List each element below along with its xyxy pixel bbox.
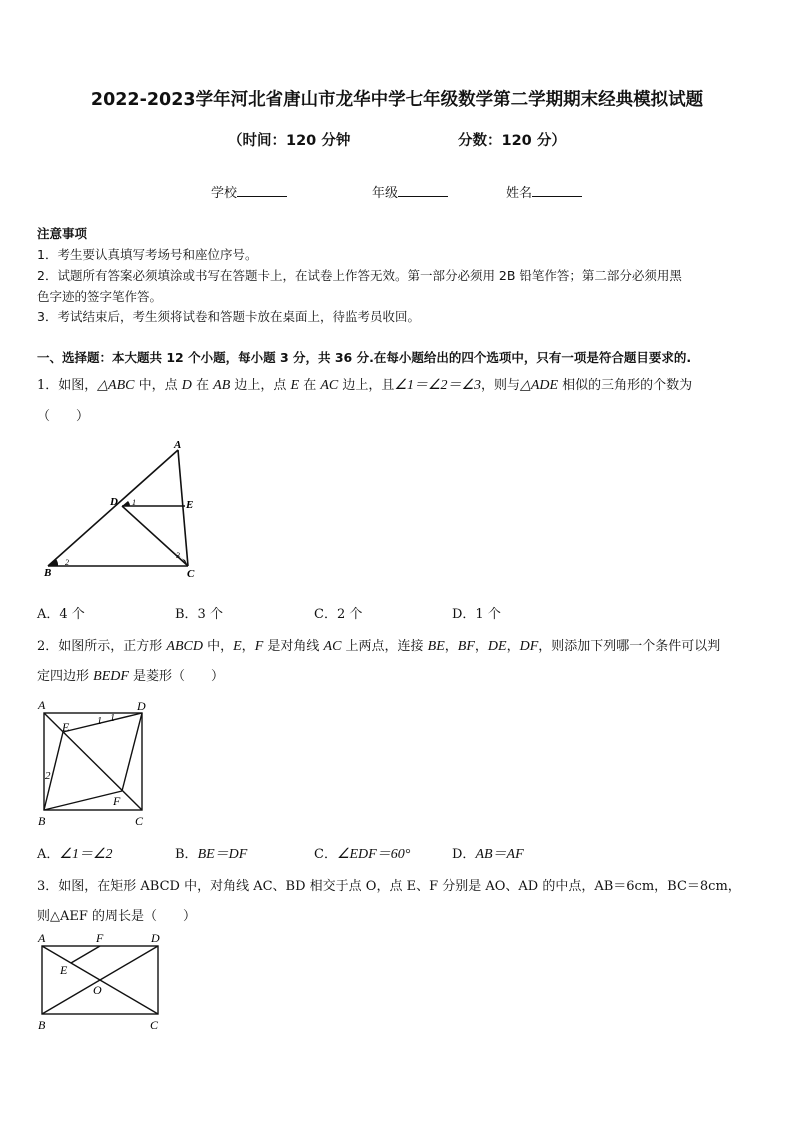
question-1-option-b[interactable]: B．3 个: [175, 607, 223, 622]
label-a: A: [38, 931, 46, 945]
label-angle-1: 1: [132, 498, 136, 507]
question-2-figure: [30, 696, 160, 830]
diagonal-ac: [44, 713, 142, 810]
grade-blank: [398, 184, 448, 197]
exam-time: （时间：120 分钟: [228, 133, 351, 149]
school-label: 学校: [211, 186, 238, 201]
segment-ed: [63, 713, 142, 732]
label-e: E: [186, 499, 194, 511]
label-angle-1a: 1: [97, 716, 102, 727]
label-o: O: [93, 983, 102, 997]
question-3-figure: [30, 928, 170, 1034]
question-2-option-a[interactable]: A．∠1＝∠2: [37, 847, 113, 862]
label-b: B: [44, 567, 52, 579]
side-ab: [48, 450, 178, 566]
label-c: C: [150, 1018, 159, 1032]
label-f: F: [96, 931, 104, 945]
name-blank: [532, 184, 582, 197]
question-2-stem-cont: 定四边形 BEDF 是菱形（ ）: [37, 669, 225, 684]
question-2-option-d[interactable]: D．AB＝AF: [452, 847, 524, 862]
exam-score: 分数：120 分）: [458, 133, 566, 149]
question-2-option-b[interactable]: B．BE＝DF: [175, 847, 248, 862]
label-angle-1b: 1: [110, 713, 115, 724]
label-d: D: [137, 699, 146, 713]
question-1-option-a[interactable]: A．4 个: [37, 607, 85, 622]
exam-title: 2022-2023学年河北省唐山市龙华中学七年级数学第二学期期末经典模拟试题: [90, 90, 704, 110]
notice-item-3: 3．考试结束后，考生须将试卷和答题卡放在桌面上，待监考员收回。: [37, 309, 420, 324]
label-angle-2: 2: [65, 558, 69, 567]
grade-field: [372, 182, 448, 201]
question-1-option-d[interactable]: D．1 个: [452, 607, 501, 622]
label-angle-3: 3: [176, 551, 180, 560]
question-2-option-c[interactable]: C．∠EDF＝60°: [314, 847, 411, 862]
label-angle-2: 2: [45, 770, 51, 782]
question-1-option-c[interactable]: C．2 个: [314, 607, 363, 622]
segment-bf: [44, 791, 122, 810]
label-c: C: [135, 814, 144, 828]
notice-item-2: 2．试题所有答案必须填涂或书写在答题卡上，在试卷上作答无效。第一部分必须用 2B 铅笔作答；第二部分必须用黑: [37, 268, 682, 283]
name-label: 姓名: [506, 186, 533, 201]
label-f: F: [113, 794, 121, 808]
label-e: E: [60, 963, 68, 977]
label-d: D: [110, 496, 118, 508]
school-blank: [237, 184, 287, 197]
label-c: C: [187, 568, 195, 580]
notice-heading: 注意事项: [37, 226, 88, 241]
grade-label: 年级: [372, 186, 399, 201]
angle-mark-1: [122, 501, 130, 506]
school-field: [211, 182, 287, 201]
question-1-paren: （ ）: [37, 409, 90, 424]
angle-mark-2: [48, 559, 58, 566]
segment-fd: [122, 713, 142, 791]
notice-item-2-cont: 色字迹的签字笔作答。: [37, 289, 163, 304]
name-field: [506, 182, 582, 201]
question-1-stem: 1．如图，△ABC 中，点 D 在 AB 边上，点 E 在 AC 边上，且∠1＝∠2＝∠3，则与△ADE 相似的三角形的个数为: [37, 378, 693, 393]
notice-item-1: 1．考生要认真填写考场号和座位序号。: [37, 247, 258, 262]
question-3-stem-cont: 则△AEF 的周长是（ ）: [37, 909, 197, 924]
section-heading: 一、选择题：本大题共 12 个小题，每小题 3 分，共 36 分.在每小题给出的四个选项中，只有一项是符合题目要求的.: [37, 350, 692, 365]
question-2-stem: 2．如图所示，正方形 ABCD 中，E，F 是对角线 AC 上两点，连接 BE，BF，DE，DF，则添加下列哪一个条件可以判: [37, 639, 721, 654]
question-3-stem: 3．如图，在矩形 ABCD 中，对角线 AC、BD 相交于点 O，点 E、F 分别是 AO、AD 的中点，AB＝6cm，BC＝8cm，: [37, 879, 741, 894]
label-b: B: [38, 814, 46, 828]
segment-ef: [71, 946, 100, 963]
label-e: E: [62, 720, 70, 734]
label-a: A: [174, 439, 182, 451]
label-b: B: [38, 1018, 46, 1032]
label-a: A: [38, 698, 46, 712]
question-1-figure: [30, 436, 210, 582]
label-d: D: [151, 931, 160, 945]
